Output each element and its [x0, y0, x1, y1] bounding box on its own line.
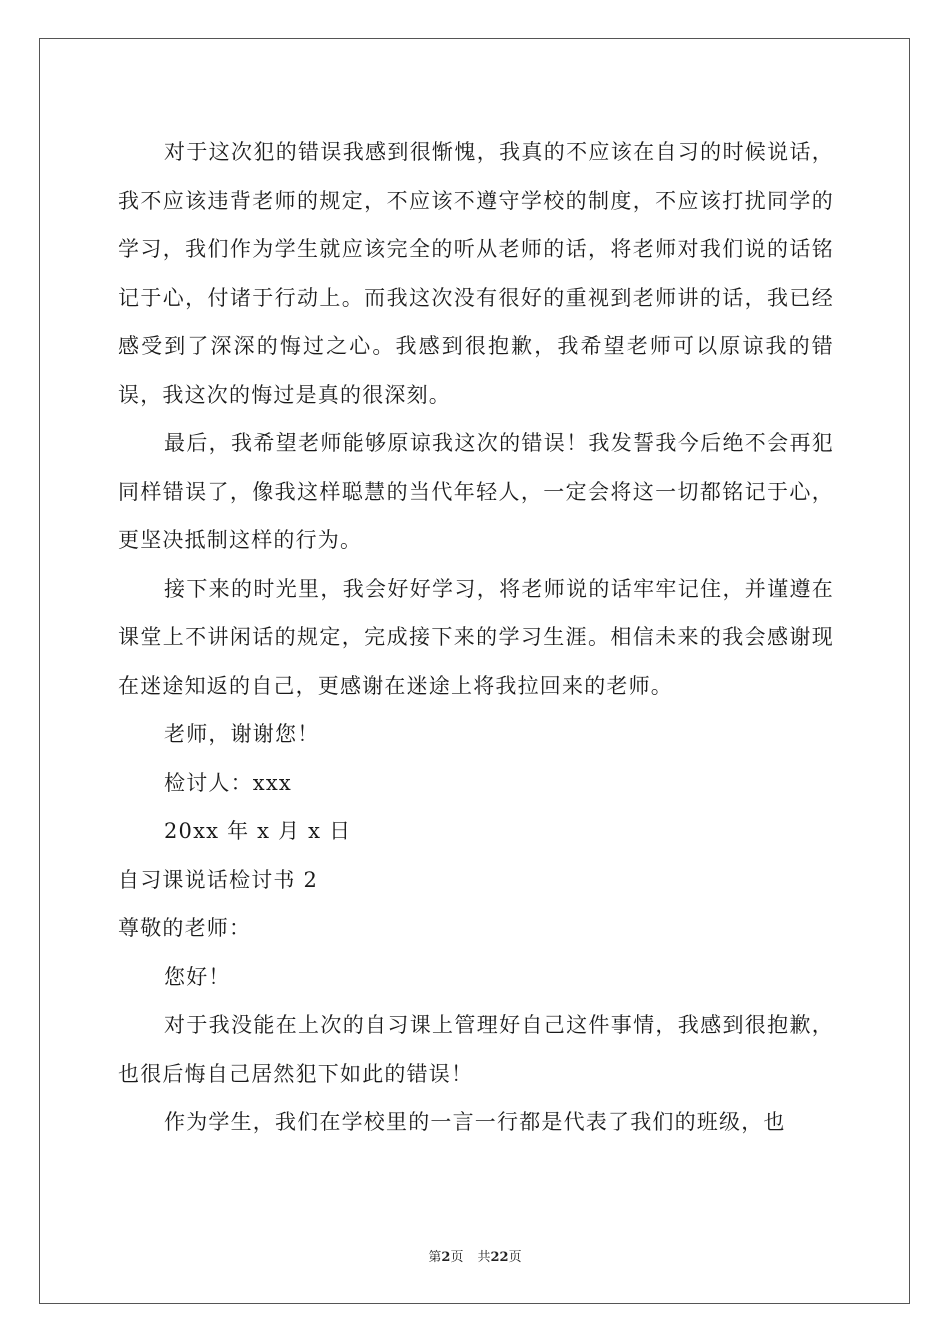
document-body	[118, 128, 834, 1147]
page-current: 2	[441, 1250, 451, 1265]
date-line: 20xx 年 x 月 x 日	[164, 819, 352, 843]
total-prefix: 共	[477, 1250, 491, 1265]
paragraph: 最后，我希望老师能够原谅我这次的错误！我发誓我今后绝不会再犯同样错误了，像我这样聪慧的当代年轻人，一定会将这一切都铭记于心，更坚决抵制这样的行为。	[118, 431, 834, 552]
page-total: 22	[490, 1250, 509, 1265]
section-title: 自习课说话检讨书 2	[118, 867, 319, 892]
paragraph: 作为学生，我们在学校里的一言一行都是代表了我们的班级，也	[164, 1110, 786, 1134]
page-suffix: 页	[450, 1250, 464, 1265]
paragraph: 接下来的时光里，我会好好学习，将老师说的话牢牢记住，并谨遵在课堂上不讲闲话的规定，完成接下来的学习生涯。相信未来的我会感谢现在迷途知返的自己，更感谢在迷途上将我拉回来的老师。	[118, 576, 834, 698]
salutation: 尊敬的老师：	[118, 916, 252, 940]
greeting: 您好！	[164, 964, 231, 989]
total-suffix: 页	[508, 1250, 522, 1265]
paragraph: 对于这次犯的错误我感到很惭愧，我真的不应该在自习的时候说话，我不应该违背老师的规定，不应该不遵守学校的制度，不应该打扰同学的学习，我们作为学生就应该完全的听从老师的话，将老师对我们说的话铭记于心，付诸于行动上。而我这次没有很好的重视到老师讲的话，我已经感受到了深深的悔过之心。我感到很抱歉，我希望老师可以原谅我的错误，我这次的悔过是真的很深刻。	[118, 140, 834, 407]
signature-line: 检讨人：xxx	[164, 770, 292, 795]
paragraph: 对于我没能在上次的自习课上管理好自己这件事情，我感到很抱歉，也很后悔自己居然犯下如此的错误！	[118, 1013, 834, 1086]
closing-thanks: 老师，谢谢您！	[164, 722, 320, 746]
page-prefix: 第	[428, 1250, 442, 1265]
page-footer	[0, 1246, 950, 1265]
